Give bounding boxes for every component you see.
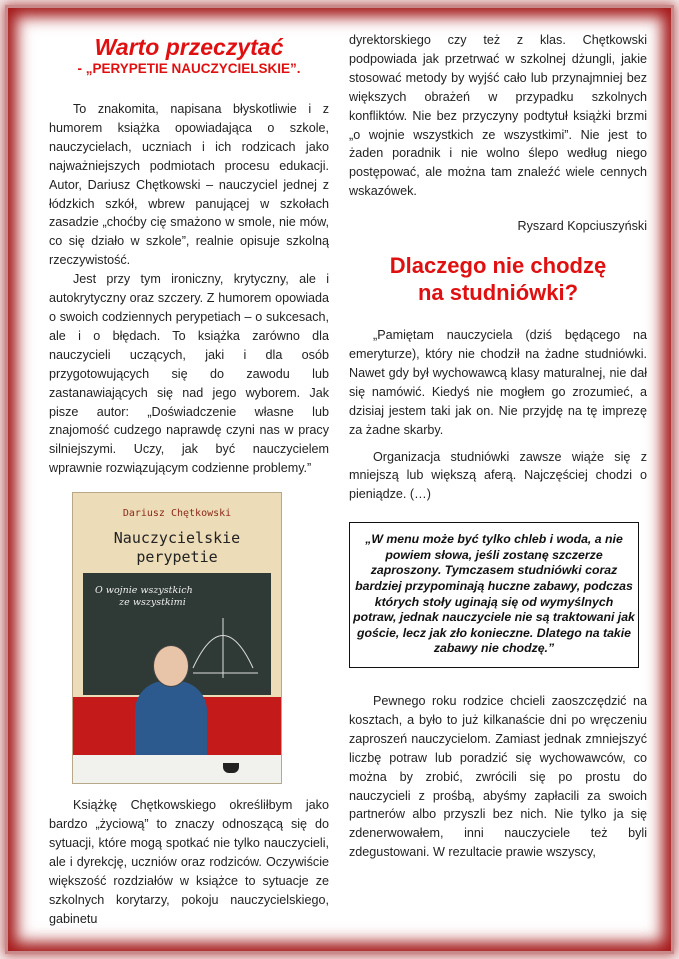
article-2-title-line-1: Dlaczego nie chodzę — [389, 253, 607, 279]
cover-coffee-cup — [223, 763, 239, 773]
cover-title-line-1: Nauczycielskie — [113, 529, 241, 548]
book-cover-image — [72, 492, 282, 784]
left-paragraph-1: To znakomita, napisana błyskotliwie i z humorem książka opowiadająca o szkole, nauczycielach, uczniach i ich rodzicach jako najważniejszych podmiotach procesu edukacji. Autor, Dariusz Chętkowski – nauczyciel jednej z łódzkich szkół, wbrew panującej w szkołach zasadzie „choćby cię smażono w smole, nie mów, co się działo w szkole”, realnie opisuje szkolną rzeczywistość. — [49, 102, 329, 268]
cover-teacher-body — [135, 681, 207, 761]
cover-teacher-head — [153, 645, 189, 687]
article-title: Warto przeczytać — [94, 34, 284, 60]
right-paragraph-1: dyrektorskiego czy też z klas. Chętkowski podpowiada jak przetrwać w szkolnej dżungli, jakie stosować metody by wyjść cało lub przynajmniej bez większych obrażeń w przypadku szkolnych konfliktów. Nie bez przyczyny podtytuł książki brzmi „o wojnie wszystkich ze wszystkimi”. Nie jest to żaden poradnik i nie wolno ślepo według niego postępować, ale można tam znaleźć wiele cennych wskazówek. — [349, 33, 647, 199]
cover-board-line-1: O wojnie wszystkich — [95, 585, 193, 597]
right-paragraph-4: Pewnego roku rodzice chcieli zaoszczędzić na kosztach, a było to już kilkanaście dni po wręczeniu zaproszeń nauczycielom. Zamiast jednak zmniejszyć liczbę potraw lub poradzić się wychowawców, co można by zrobić, zwrócili się po prostu do nauczycieli z prośbą, abyśmy zapłacili za swoich partnerów albo przyszli bez nich. Nie tylko ja się zdenerwowałem, inni nauczyciele też byli zdegustowani. W rezultacie prawie wszyscy, — [349, 693, 647, 860]
right-paragraph-3: Organizacja studniówki zawsze wiąże się z mniejszą lub większą aferą. Najczęściej chodzi o pieniądze. (…) — [349, 449, 647, 502]
left-paragraph-2: Jest przy tym ironiczny, krytyczny, ale i autokrytyczny oraz szczery. Z humorem opowiada o swoich codziennych perypetiach – o sukcesach, ale i o błędach. To książka zarówno dla nauczycieli uczących, jaki i dla osób przygotowujących się do zawodu lub zastanawiających się nad jego wyborem. Jak pisze autor: „Doświadczenie własne lub znajomość cudzego naprawdę czyni nas w pracy silniejszymi. Uczy, jak być nauczycielem wprawnie rozwiązującym codzienne problemy.” — [49, 272, 329, 476]
cover-board-line-2: ze wszystkimi — [119, 597, 186, 609]
article-2-title-line-2: na studniówki? — [417, 280, 579, 306]
article-signature: Ryszard Kopciuszyński — [517, 219, 647, 234]
right-paragraph-2: „Pamiętam nauczyciela (dziś będącego na emeryturze), który nie chodził na żadne studniówki. Nawet gdy był wychowawcą klasy maturalnej, nie dał się namówić. Kiedyś nie mogłem go zrozumieć, a dzisiaj jestem taki jak on. Nie przyjdę na tę imprezę za żadne skarby. — [349, 328, 647, 437]
left-paragraph-3: Książkę Chętkowskiego określiłbym jako bardzo „życiową” to znaczy odnoszącą się do sytuacji, które mogą spotkać nie tylko nauczycieli, ale i dyrekcję, uczniów oraz rodziców. Oczywiście większość rozdziałów w książce to sytuacje ze szkolnych korytarzy, pokoju nauczycielskiego, gabinetu — [49, 798, 329, 926]
right-column — [349, 31, 647, 862]
cover-title-line-2: perypetie — [136, 548, 218, 567]
article-2-title — [349, 252, 647, 306]
cover-title — [73, 529, 281, 567]
cover-board-text — [95, 585, 193, 609]
cover-author: Dariusz Chętkowski — [122, 508, 232, 520]
pull-quote-box: „W menu może być tylko chleb i woda, a nie powiem słowa, jeśli zostanę szczerze zaproszony. Tymczasem studniówki coraz bardziej przypominają huczne zabawy, podczas których stoły uginają się od wymyślnych potraw, jednak nauczyciele nie są traktowani jak goście, lecz jak zło konieczne. Dlatego na takie zabawy nie chodzę.” — [349, 522, 639, 668]
article-subtitle: - „PERYPETIE NAUCZYCIELSKIE”. — [77, 61, 301, 76]
left-column — [49, 34, 329, 928]
cover-desk — [73, 755, 281, 783]
cover-board-graph — [183, 613, 263, 683]
